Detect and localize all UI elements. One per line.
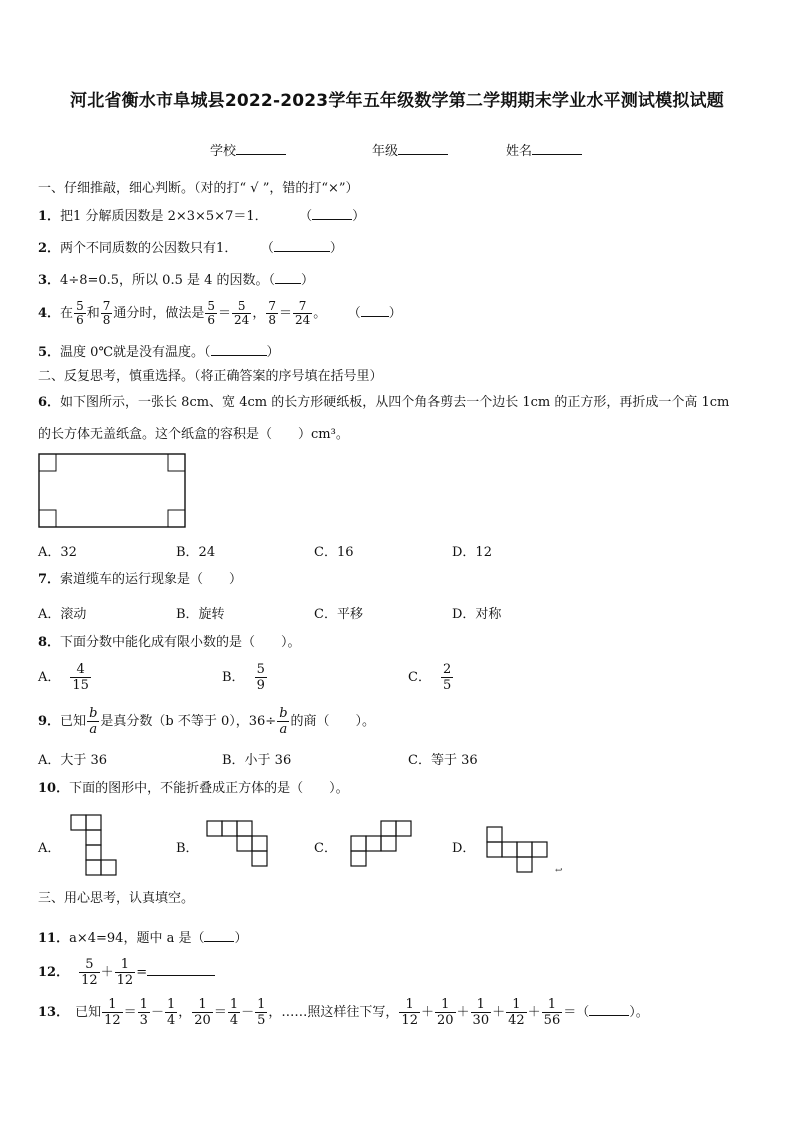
grade-field <box>372 140 448 159</box>
q6-option-a[interactable]: A．32 <box>38 545 77 560</box>
question-8: 8．下面分数中能化成有限小数的是（ ）。 <box>38 635 301 650</box>
q8-option-c[interactable]: C． $\frac{2}{5}$ <box>408 662 452 693</box>
question-2: 2．两个不同质数的公因数只有1． （ ） <box>38 238 343 258</box>
section2-heading: 二、反复思考，慎重选择。（将正确答案的序号填在括号里） <box>38 369 383 384</box>
q2-text: 两个不同质数的公因数只有1． <box>60 241 238 256</box>
q6-number: 6． <box>38 395 61 410</box>
q3-answer-blank[interactable] <box>275 270 301 284</box>
q7-option-a[interactable]: A．滚动 <box>38 607 87 622</box>
question-6-line-1: 6．如下图所示，一张长 8cm、宽 4cm 的长方形硬纸板，从四个角各剪去一个边长 1cm 的正方形，再折成一个高 1cm <box>38 395 730 410</box>
q10-net-a[interactable] <box>70 814 120 876</box>
name-label: 姓名 <box>506 144 533 159</box>
q10-net-d[interactable] <box>486 826 552 874</box>
q4-fraction-4: $\frac{5}{24}$ <box>234 299 250 327</box>
section1-heading: 一、仔细推敲，细心判断。（对的打“ √ ”，错的打“×”） <box>38 181 359 196</box>
question-11: 11．a×4=94，题中 a 是（ ） <box>38 928 247 948</box>
q8-option-a[interactable]: A． $\frac{4}{15}$ <box>38 662 89 693</box>
q6-option-b[interactable]: B．24 <box>176 545 216 560</box>
q4-fraction-3: $\frac{5}{6}$ <box>207 299 216 327</box>
q4-fraction-5: $\frac{7}{8}$ <box>268 299 276 327</box>
q7-option-b[interactable]: B．旋转 <box>176 607 225 622</box>
q13-answer-blank[interactable] <box>589 1002 629 1016</box>
q4-fraction-6: $\frac{7}{24}$ <box>294 299 311 327</box>
q4-answer-blank[interactable] <box>361 303 389 317</box>
q10-option-c[interactable]: C． <box>314 841 337 856</box>
q7-option-d[interactable]: D．对称 <box>452 607 502 622</box>
q11-answer-blank[interactable] <box>204 928 234 942</box>
q5-answer-blank[interactable] <box>211 342 267 356</box>
q10-option-b[interactable]: B． <box>176 841 199 856</box>
q4-number: 4． <box>38 306 61 321</box>
q12-answer-blank[interactable] <box>147 962 215 976</box>
q3-number: 3． <box>38 273 61 288</box>
question-10: 10．下面的图形中，不能折叠成正方体的是（ ）。 <box>38 781 349 796</box>
q2-answer-blank[interactable] <box>274 238 330 252</box>
q7-number: 7． <box>38 572 61 587</box>
question-13: 13． 已知 $\frac{1}{12}$ ＝ $\frac{1}{3}$ － $\frac{1}{4}$ ， $\frac{1}{20}$ ＝ $\frac{1}{4}$ － $\frac{1}{5}$ ，……照这样往下写， $\frac{1}{12}$ ＋ $\frac{1}{20}$ ＋ $\frac{1}{30}$ ＋ $\frac{1}{42}$ ＋ $\frac{1}{56}$ ＝（ ）。 <box>38 997 649 1028</box>
q1-answer-blank[interactable] <box>312 206 352 220</box>
question-5: 5．温度 0℃就是没有温度。（ ） <box>38 342 280 362</box>
q8-option-b[interactable]: B． $\frac{5}{9}$ <box>222 662 265 693</box>
question-3: 3．4÷8=0.5，所以 0.5 是 4 的因数。（ ） <box>38 270 314 290</box>
q12-fraction-1: $\frac{5}{12}$ <box>81 957 98 988</box>
section3-heading: 三、用心思考，认真填空。 <box>38 891 195 906</box>
q4-fraction-2: $\frac{7}{8}$ <box>102 299 111 327</box>
q4-fraction-1: $\frac{5}{6}$ <box>76 299 84 327</box>
q10-option-d[interactable]: D． <box>452 841 476 856</box>
q10-number: 10． <box>38 781 70 796</box>
q9-option-b[interactable]: B．小于 36 <box>222 753 292 768</box>
school-label: 学校 <box>210 144 237 159</box>
q7-option-c[interactable]: C．平移 <box>314 607 363 622</box>
q10-option-a[interactable]: A． <box>38 841 61 856</box>
school-field <box>210 140 286 159</box>
page-title: 河北省衡水市阜城县2022-2023学年五年级数学第二学期期末学业水平测试模拟试题 <box>70 91 724 111</box>
question-6-line-2: 的长方体无盖纸盒。这个纸盒的容积是（ ）cm³。 <box>38 427 349 442</box>
q13-number: 13． <box>38 1005 70 1020</box>
q5-number: 5． <box>38 345 61 360</box>
grade-blank[interactable] <box>398 140 448 155</box>
q9-number: 9． <box>38 714 61 729</box>
q11-number: 11． <box>38 931 70 946</box>
grade-label: 年级 <box>372 144 399 159</box>
school-blank[interactable] <box>236 140 286 155</box>
question-9: 9．已知 $\frac{b}{a}$ 是真分数（b 不等于 0），36÷ $\frac{b}{a}$ 的商（ ）。 <box>38 706 376 737</box>
q9-fraction-1: $\frac{b}{a}$ <box>89 706 98 737</box>
question-7: 7．索道缆车的运行现象是（ ） <box>38 572 243 587</box>
q6-option-c[interactable]: C．16 <box>314 545 354 560</box>
q12-fraction-2: $\frac{1}{12}$ <box>116 957 134 988</box>
question-4: 4．在 $\frac{5}{6}$ 和 $\frac{7}{8}$ 通分时，做法是 $\frac{5}{6}$ ＝ $\frac{5}{24}$ ， $\frac{7}{8}$ ＝ $\frac{7}{24}$ 。 （ ） <box>38 299 402 327</box>
q8-number: 8． <box>38 635 61 650</box>
q2-number: 2． <box>38 241 61 256</box>
q6-option-d[interactable]: D．12 <box>452 545 492 560</box>
stray-mark: ↩ <box>555 866 563 876</box>
q6-cardboard-figure <box>38 452 188 530</box>
name-blank[interactable] <box>532 140 582 155</box>
q9-fraction-2: $\frac{b}{a}$ <box>279 706 288 737</box>
question-12: 12． $\frac{5}{12}$ ＋ $\frac{1}{12}$ = <box>38 954 215 992</box>
q12-number: 12． <box>38 965 70 980</box>
q3-text: 4÷8=0.5，所以 0.5 是 4 的因数。（ <box>60 273 276 288</box>
name-field <box>506 140 582 159</box>
q1-text: 把1 分解质因数是 2×3×5×7＝1． <box>60 209 268 224</box>
question-1: 1．把1 分解质因数是 2×3×5×7＝1． （ ） <box>38 206 365 226</box>
q1-number: 1． <box>38 209 61 224</box>
q10-net-b[interactable] <box>206 820 272 868</box>
q9-option-c[interactable]: C．等于 36 <box>408 753 478 768</box>
q10-net-c[interactable] <box>350 820 416 868</box>
q9-option-a[interactable]: A．大于 36 <box>38 753 108 768</box>
